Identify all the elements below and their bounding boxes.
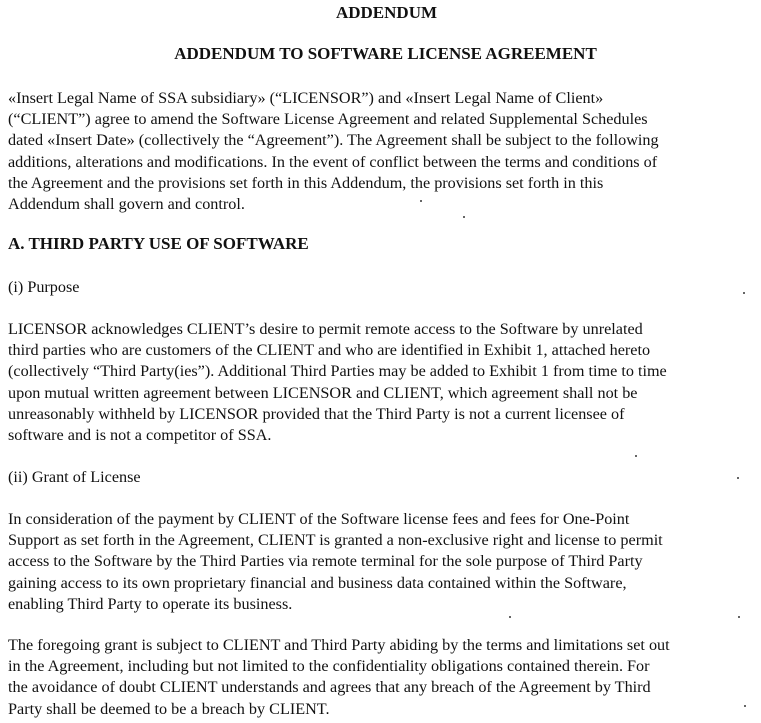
scan-speck (463, 216, 465, 218)
intro-line: Addendum shall govern and control. (8, 194, 245, 213)
foregoing-line: The foregoing grant is subject to CLIENT and Third Party abiding by the terms and limitations set out (8, 636, 670, 654)
scan-speck (744, 705, 746, 707)
scan-speck (743, 292, 745, 294)
purpose-line: unreasonably withheld by LICENSOR provided that the Third Party is not a current licensee of (8, 404, 625, 423)
purpose-line: third parties who are customers of the CLIENT and who are identified in Exhibit 1, attached hereto (8, 341, 651, 360)
document-subtitle: ADDENDUM TO SOFTWARE LICENSE AGREEMENT (174, 44, 597, 63)
purpose-line: (collectively “Third Party(ies”). Additional Third Parties may be added to Exhibit 1 from time to time (8, 362, 667, 381)
scan-speck (738, 616, 740, 618)
grant-paragraph (8, 509, 760, 615)
grant-of-license-heading: (ii) Grant of License (8, 468, 141, 486)
foregoing-grant-paragraph (8, 635, 760, 720)
scan-speck (737, 477, 739, 479)
purpose-paragraph (8, 319, 760, 446)
grant-line: gaining access to its own proprietary financial and business data contained within the Software, (8, 573, 627, 592)
foregoing-line: in the Agreement, including but not limited to the confidentiality obligations contained therein. For (8, 657, 650, 676)
grant-line: access to the Software by the Third Parties via remote terminal for the sole purpose of Third Party (8, 552, 643, 571)
purpose-heading: (i) Purpose (8, 278, 80, 296)
scan-speck (420, 200, 422, 202)
foregoing-line: Party shall be deemed to be a breach by CLIENT. (8, 699, 330, 718)
purpose-line: LICENSOR acknowledges CLIENT’s desire to permit remote access to the Software by unrelated (8, 320, 643, 338)
section-a-heading: A. THIRD PARTY USE OF SOFTWARE (8, 234, 309, 253)
document-title: ADDENDUM (335, 3, 438, 22)
intro-line: the Agreement and the provisions set forth in this Addendum, the provisions set forth in this (8, 173, 604, 192)
foregoing-line: the avoidance of doubt CLIENT understands and agrees that any breach of the Agreement by Third (8, 678, 651, 697)
scan-speck (635, 455, 637, 457)
intro-line: additions, alterations and modifications. In the event of conflict between the terms and conditions of (8, 152, 658, 171)
intro-paragraph (8, 88, 760, 215)
grant-line: In consideration of the payment by CLIENT of the Software license fees and fees for One-Point (8, 510, 630, 528)
intro-line: (“CLIENT”) agree to amend the Software License Agreement and related Supplemental Schedules (8, 110, 648, 129)
purpose-line: upon mutual written agreement between LICENSOR and CLIENT, which agreement shall not be (8, 383, 638, 402)
intro-line: dated «Insert Date» (collectively the “Agreement”). The Agreement shall be subject to the following (8, 131, 659, 150)
purpose-line: software and is not a competitor of SSA. (8, 425, 272, 444)
grant-line: enabling Third Party to operate its business. (8, 594, 293, 613)
scan-speck (509, 616, 511, 618)
grant-line: Support as set forth in the Agreement, CLIENT is granted a non-exclusive right and license to permit (8, 531, 663, 550)
intro-line: «Insert Legal Name of SSA subsidiary» (“LICENSOR”) and «Insert Legal Name of Client» (8, 89, 604, 107)
